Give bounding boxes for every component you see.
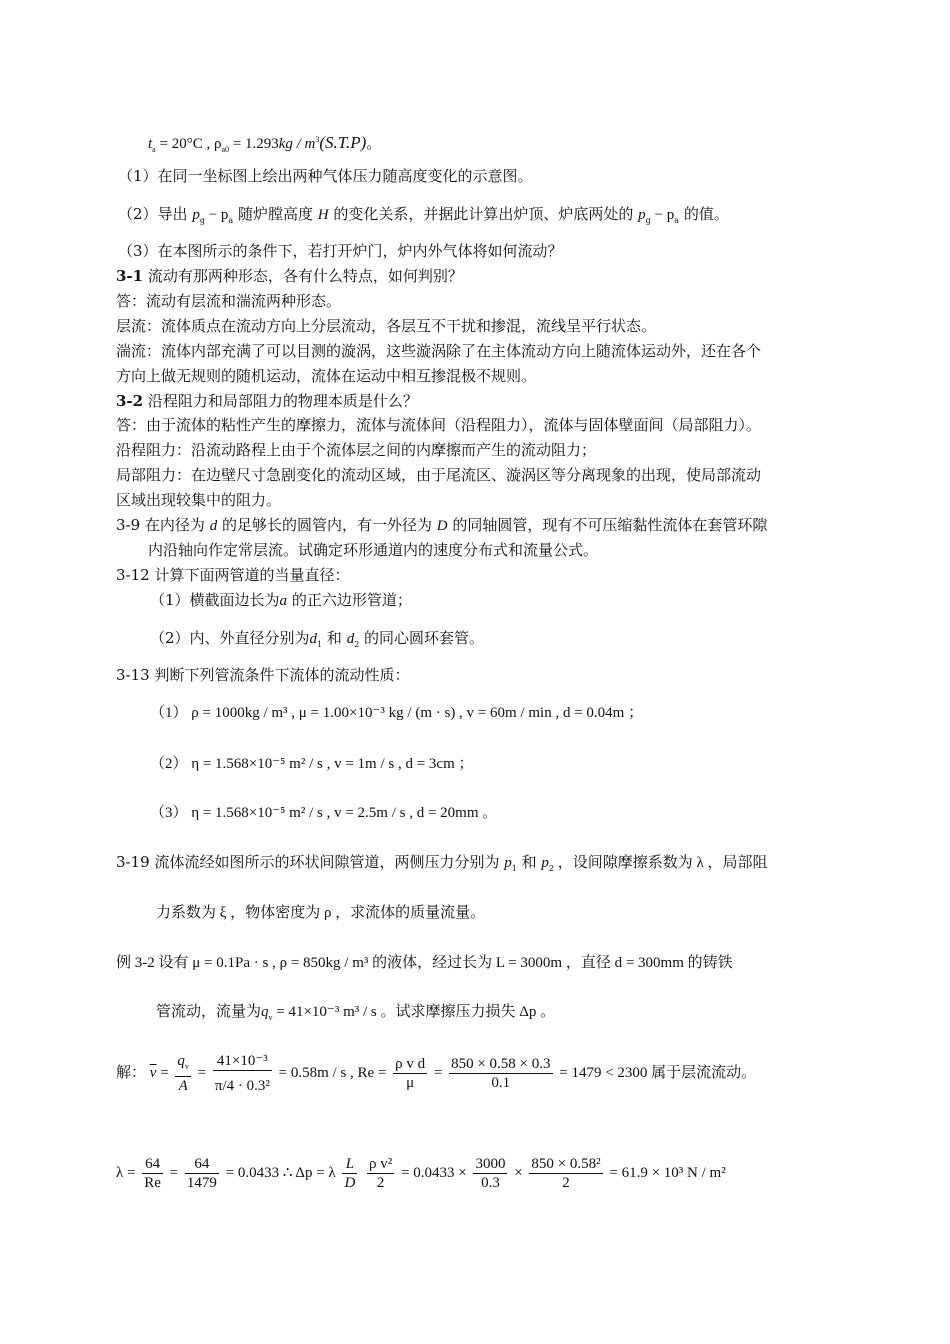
question-2 <box>118 204 729 231</box>
pg: p <box>192 207 200 223</box>
equals: = <box>197 1064 207 1081</box>
s319-pre: 3-19 流体流经如图所示的环状间隙管道，两侧压力分别为 <box>116 853 500 871</box>
sup-3: 3 <box>315 135 320 144</box>
lambda: λ = <box>116 1164 136 1181</box>
fraction-re-values <box>449 1055 552 1092</box>
num: 3000 <box>475 1156 506 1172</box>
den: 1479 <box>186 1175 217 1191</box>
s312-item-2 <box>150 628 484 655</box>
pg2: p <box>638 207 646 223</box>
s313-case-1: （1） ρ = 1000kg / m³ , μ = 1.00×10⁻³ kg / (m · s) , v = 60m / min , d = 0.04m ； <box>150 705 644 721</box>
cond-end: 。 <box>366 136 382 152</box>
s319-line-1 <box>116 852 768 879</box>
q2-pre: （2）导出 <box>118 205 188 223</box>
s31-turbulent-1: 湍流：流体内部充满了可以目测的漩涡，这些漩涡除了在主体流动方向上随流体运动外，还在各个 <box>116 342 762 360</box>
solution-label: 解： <box>116 1064 147 1081</box>
s31-laminar: 层流：流体质点在流动方向上分层流动，各层互不干扰和掺混，流线呈平行状态。 <box>116 317 657 335</box>
ex-post: = 41×10⁻³ m³ / s 。试求摩擦压力损失 Δp 。 <box>272 1004 556 1020</box>
q2-mid: 随炉膛高度 <box>233 205 313 223</box>
cond-unit: kg / m <box>278 136 316 152</box>
s32-local-2: 区域出现较集中的阻力。 <box>116 491 282 509</box>
fraction-64-1479 <box>185 1155 219 1192</box>
fraction-64-re <box>142 1155 163 1192</box>
cond-text: = 20°C , ρ <box>155 136 222 152</box>
a-symbol: a <box>279 593 288 609</box>
s39-line-2: 内沿轴向作定常层流。试确定环形通道内的速度分布式和流量公式。 <box>148 541 599 559</box>
solution-line-1 <box>116 1052 756 1095</box>
t-symbol: t <box>148 136 153 152</box>
sub-a: a <box>228 216 234 225</box>
sub-zero: 0 <box>225 145 229 154</box>
fraction-L-D <box>342 1155 357 1192</box>
sub-2: 2 <box>548 864 554 873</box>
sub-1: 1 <box>511 864 517 873</box>
fraction-re <box>393 1055 427 1092</box>
den: π/4 · 0.3² <box>214 1078 270 1094</box>
equals: = <box>160 1064 169 1081</box>
den: 0.3 <box>481 1175 500 1191</box>
num: 850 × 0.58² <box>531 1156 601 1172</box>
stp-label: (S.T.P) <box>319 133 367 152</box>
s39-pre: 3-9 在内径为 <box>116 516 205 534</box>
fraction-850 <box>529 1155 602 1192</box>
s31-q: 流动有那两种形态，各有什么特点，如何判别？ <box>143 267 463 285</box>
sub-a2: a <box>674 216 680 225</box>
num: L <box>345 1156 355 1172</box>
d2-symbol: d <box>346 631 355 647</box>
s312-title: 3-12 计算下面两管道的当量直径： <box>116 566 350 584</box>
cond-value: = 1.293 <box>229 136 279 152</box>
q2-post: 的变化关系，并据此计算出炉顶、炉底两处的 <box>328 205 634 223</box>
d1-symbol: d <box>309 631 318 647</box>
question-1: （1）在同一坐标图上绘出两种气体压力随高度变化的示意图。 <box>118 167 533 185</box>
sub-g: g <box>199 216 205 225</box>
s313-title: 3-13 判断下列管流条件下流体的流动性质： <box>116 666 410 684</box>
den: 2 <box>376 1175 385 1191</box>
sub-g2: g <box>645 216 651 225</box>
d-symbol: d <box>209 518 218 534</box>
sub-a: a <box>152 145 156 154</box>
s31-question <box>116 266 463 286</box>
s313-case-2: （2） η = 1.568×10⁻⁵ m² / s , v = 1m / s , d = 3cm ； <box>150 756 474 772</box>
s32-q: 沿程阻力和局部阻力的物理本质是什么？ <box>143 392 418 410</box>
v-bar: $\overline{v}$ <box>149 1064 157 1081</box>
s32-along: 沿程阻力：沿流动路程上由于个流体层之间的内摩擦而产生的流动阻力； <box>116 441 597 459</box>
s312-i1-post: 的正六边形管道； <box>287 591 412 609</box>
den: 0.1 <box>491 1075 511 1091</box>
question-3: （3）在本图所示的条件下，若打开炉门，炉内外气体将如何流动？ <box>118 242 563 260</box>
den: 2 <box>562 1175 570 1191</box>
fraction-3000 <box>473 1155 507 1192</box>
H-symbol: H <box>317 207 329 223</box>
num: 64 <box>185 1155 219 1174</box>
s312-i2-post: 的同心圆环套管。 <box>359 629 485 647</box>
times: × <box>514 1164 523 1181</box>
s32-question <box>116 391 418 411</box>
sub-v: v <box>184 1062 189 1071</box>
s32-local-1: 局部阻力：在边壁尺寸急剧变化的流动区域，由于尾流区、漩涡区等分离现象的出现，使局部流动 <box>116 466 762 484</box>
s31-turbulent-2: 方向上做无规则的随机运动，流体在运动中相互掺混极不规则。 <box>116 367 537 385</box>
fraction-flow-area <box>213 1052 272 1095</box>
ex-pre: 管流动，流量为 <box>156 1004 262 1020</box>
p1-symbol: p <box>504 855 512 871</box>
num: ρ v d <box>395 1056 426 1072</box>
example-3-2-line-2 <box>156 1002 555 1028</box>
den: A <box>178 1078 188 1094</box>
p2-symbol: p <box>541 855 549 871</box>
s319-line-2: 力系数为 ξ ，物体密度为 ρ ，求流体的质量流量。 <box>156 905 486 921</box>
s32-answer: 答：由于流体的粘性产生的摩擦力，流体与流体间（沿程阻力），流体与固体壁面间（局部阻力）。 <box>116 416 762 434</box>
s31-num: 3-1 <box>116 267 144 285</box>
num: ρ v² <box>369 1156 393 1172</box>
s313-case-3: （3） η = 1.568×10⁻⁵ m² / s , v = 2.5m / s , d = 20mm 。 <box>150 805 498 821</box>
and-text: 和 <box>322 629 347 647</box>
s32-num: 3-2 <box>116 392 144 410</box>
pressure-result: = 61.9 × 10³ N / m² <box>609 1164 726 1181</box>
s319-post: ，设间隙摩擦系数为 λ ，局部阻 <box>554 855 768 871</box>
example-3-2-line-1: 例 3-2 设有 μ = 0.1Pa · s , ρ = 850kg / m³ 的液体，经过长为 L = 3000m ，直径 d = 300mm 的铸铁 <box>116 955 733 971</box>
sub-2: 2 <box>354 640 360 649</box>
s312-item-1 <box>150 590 412 611</box>
minus: − p <box>204 207 229 223</box>
s312-i2-pre: （2）内、外直径分别为 <box>150 629 310 647</box>
num: q <box>177 1053 185 1069</box>
den: D <box>344 1175 356 1191</box>
minus2: − p <box>650 207 675 223</box>
den: Re <box>144 1175 161 1191</box>
re-result: = 1479 < 2300 属于层流流动。 <box>559 1064 757 1081</box>
qv-symbol: q <box>261 1004 269 1020</box>
condition-line <box>148 130 381 160</box>
sub-a0: a <box>221 145 225 154</box>
equals: = <box>433 1064 443 1081</box>
lambda-result: = 0.0433 ∴ Δp = λ <box>225 1164 336 1181</box>
num: 850 × 0.58 × 0.3 <box>451 1056 551 1072</box>
sub-1: 1 <box>317 640 323 649</box>
s39-post: 的同轴圆管，现有不可压缩黏性流体在套管环隙 <box>447 516 768 534</box>
solution-line-2 <box>116 1155 726 1192</box>
s39-line-1 <box>116 515 767 536</box>
den: μ <box>406 1075 415 1091</box>
num: 64 <box>142 1155 163 1174</box>
velocity-result: = 0.58m / s , Re = <box>278 1064 387 1081</box>
fraction-rho-v2 <box>367 1155 394 1192</box>
D-symbol: D <box>436 518 448 534</box>
s39-mid: 的足够长的圆管内，有一外径为 <box>217 516 432 534</box>
equals: = <box>169 1164 179 1181</box>
sub-v: v <box>268 1013 273 1022</box>
and-text: 和 <box>516 853 542 871</box>
s312-i1-pre: （1）横截面边长为 <box>150 591 280 609</box>
num: 41×10⁻³ <box>213 1052 272 1071</box>
fraction-qv-A <box>175 1052 191 1095</box>
times-text: = 0.0433 × <box>401 1164 467 1181</box>
s31-answer: 答：流动有层流和湍流两种形态。 <box>116 292 342 310</box>
q2-end: 的值。 <box>679 205 729 223</box>
